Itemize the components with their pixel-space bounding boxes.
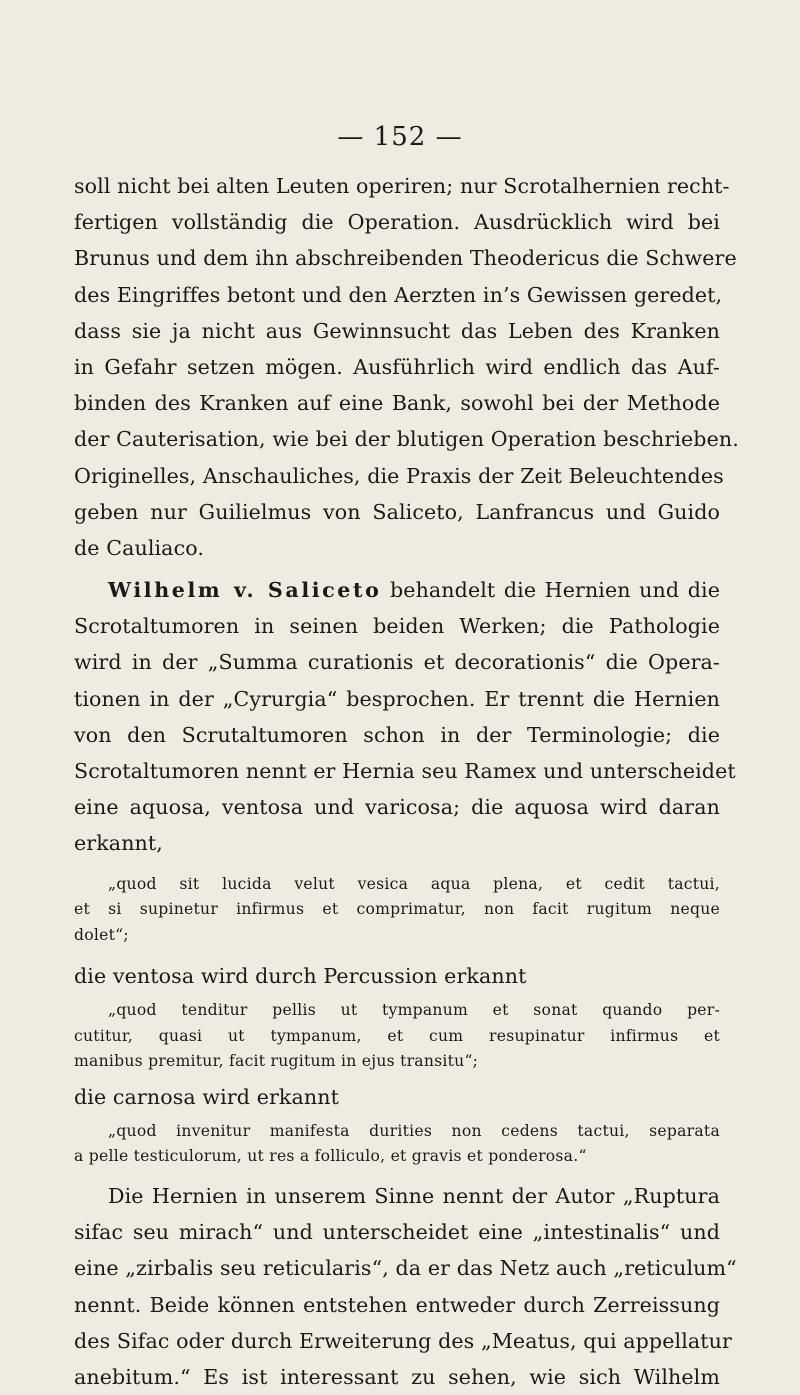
text-line: dass sie ja nicht aus Gewinnsucht das Leben des Kranken [74, 318, 720, 343]
text-line: geben nur Guilielmus von Saliceto, Lanfrancus und Guido [74, 499, 720, 524]
quotation-3 [74, 1119, 720, 1170]
text-line: Scrotaltumoren in seinen beiden Werken; die Pathologie [74, 614, 720, 639]
text-line: sifac seu mirach“ und unterscheidet eine „intestinalis“ und [74, 1220, 720, 1245]
text-line: des Sifac oder durch Erweiterung des „Meatus, qui appellatur [74, 1328, 732, 1353]
text-line: fertigen vollständig die Operation. Ausdrücklich wird bei [74, 210, 720, 235]
text-line: binden des Kranken auf eine Bank, sowohl bei der Methode [74, 391, 720, 416]
text-line: anebitum.“ Es ist interessant zu sehen, wie sich Wilhelm [74, 1364, 720, 1389]
text-line: von den Scrutaltumoren schon in der Terminologie; die [74, 722, 720, 747]
text-line: Die Hernien in unserem Sinne nennt der Autor „Ruptura [108, 1183, 720, 1208]
text-line: soll nicht bei alten Leuten operiren; nur Scrotalhernien recht- [74, 174, 730, 198]
quote-line: cutitur, quasi ut tympanum, et cum resupinatur infirmus et [74, 1026, 720, 1045]
paragraph-3 [74, 1178, 737, 1395]
paragraph-2 [74, 572, 736, 862]
quote-line: „quod sit lucida velut vesica aqua plena, et cedit tactui, [108, 874, 720, 893]
body-text [74, 168, 739, 1395]
page-number: — 152 — [337, 122, 463, 152]
text-line: erkannt, [74, 831, 163, 856]
paragraph-1 [74, 168, 739, 566]
quote-line: a pelle testiculorum, ut res a folliculo, et gravis et ponderosa.“ [74, 1147, 587, 1166]
quotation-2 [74, 998, 720, 1075]
text-line: die carnosa wird erkannt [74, 1084, 339, 1109]
text-line: die ventosa wird durch Percussion erkannt [74, 964, 527, 989]
text-line: Scrotaltumoren nennt er Hernia seu Ramex und unterscheidet [74, 759, 736, 783]
text-line: tionen in der „Cyrurgia“ besprochen. Er trennt die Hernien [74, 686, 720, 711]
quote-line: manibus premitur, facit rugitum in ejus transitu“; [74, 1052, 479, 1071]
quote-line: dolet“; [74, 925, 129, 944]
text-line: de Cauliaco. [74, 535, 204, 560]
text-line: nennt. Beide können entstehen entweder durch Zerreissung [74, 1292, 720, 1317]
text-line: des Eingriffes betont und den Aerzten in’s Gewissen geredet, [74, 282, 723, 307]
text-line: Brunus und dem ihn abschreibenden Theodericus die Schwere [74, 246, 737, 271]
text-line: der Cauterisation, wie bei der blutigen Operation beschrieben. [74, 427, 739, 452]
quotation-1 [74, 872, 720, 949]
text-line: in Gefahr setzen mögen. Ausführlich wird endlich das Auf- [74, 354, 720, 379]
text-line: eine „zirbalis seu reticularis“, da er das Netz auch „reticulum“ [74, 1256, 737, 1281]
quote-line: „quod invenitur manifesta durities non cedens tactui, separata [108, 1121, 720, 1140]
quote-line: et si supinetur infirmus et comprimatur, non facit rugitum neque [74, 900, 720, 919]
text-line [74, 572, 720, 608]
text-segment: behandelt die Hernien und die [390, 578, 720, 603]
author-name: Wilhelm v. Saliceto [108, 578, 382, 603]
text-line: Originelles, Anschauliches, die Praxis der Zeit Beleuchtendes [74, 463, 724, 488]
text-line: wird in der „Summa curationis et decorationis“ die Opera- [74, 650, 720, 675]
text-line: eine aquosa, ventosa und varicosa; die aquosa wird daran [74, 795, 720, 820]
quote-line: „quod tenditur pellis ut tympanum et sonat quando per- [108, 1001, 720, 1020]
